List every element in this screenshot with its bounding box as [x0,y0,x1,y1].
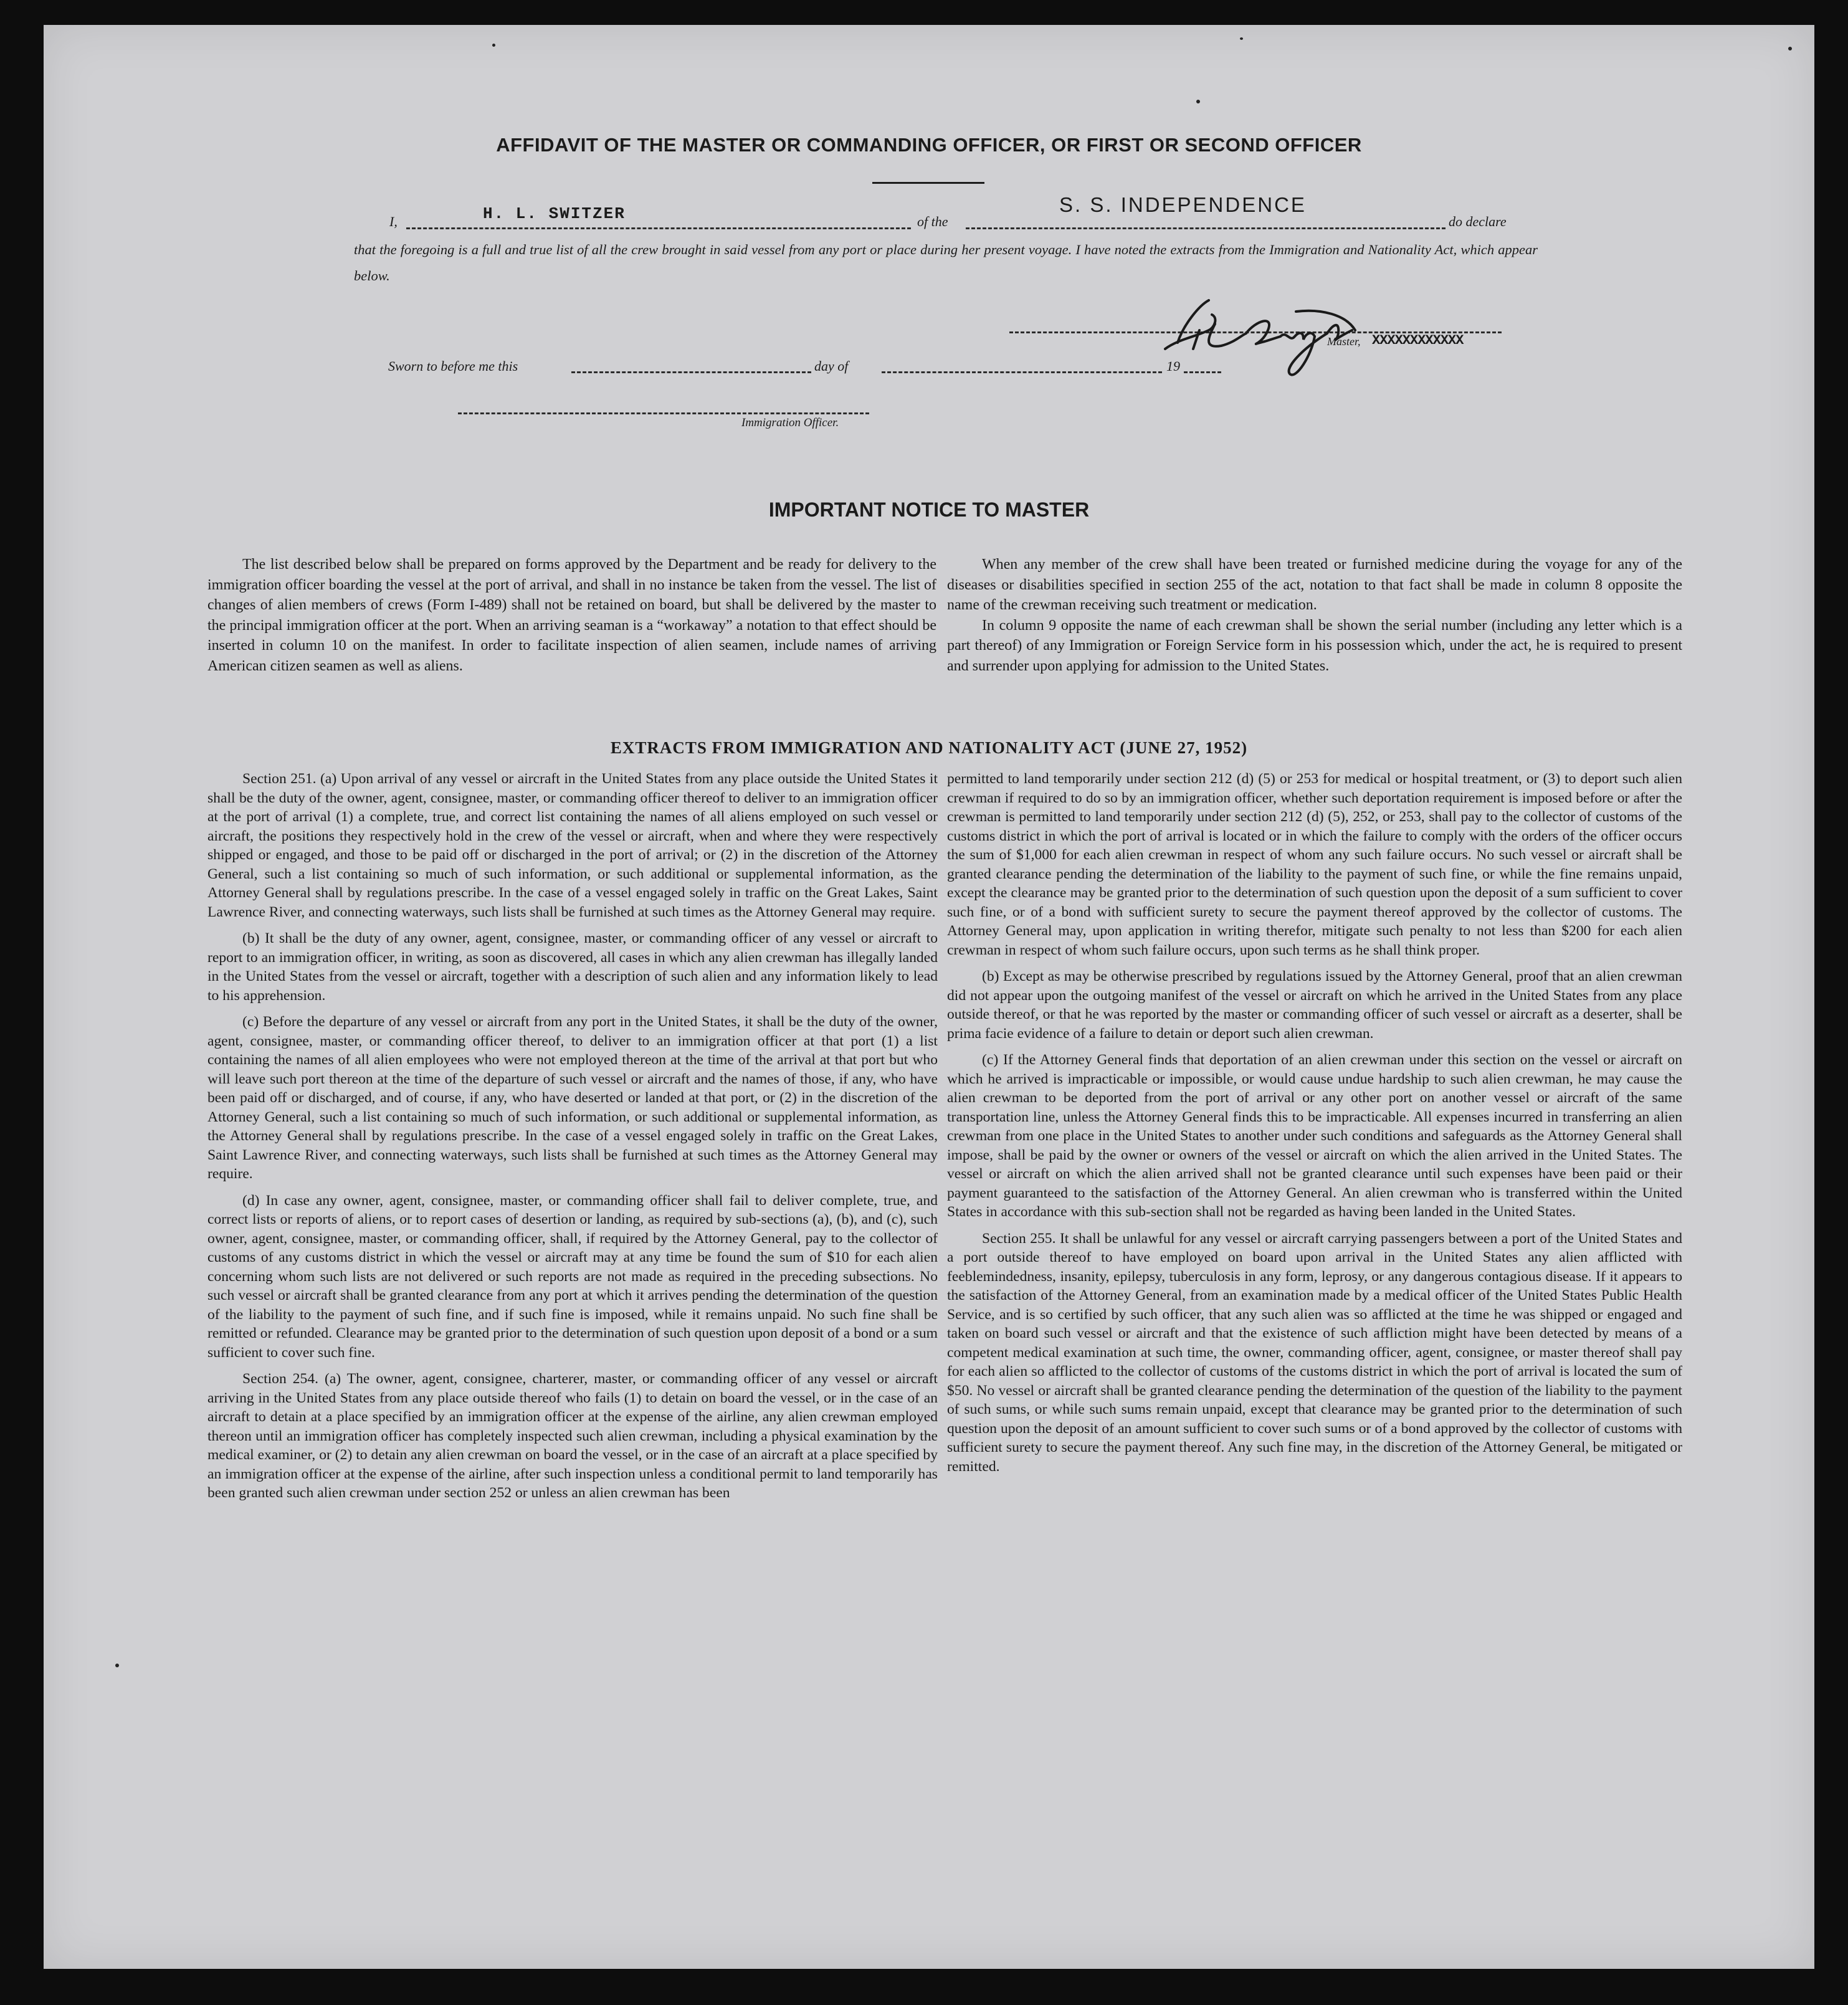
section-254-a-continued: permitted to land temporarily under section 212 (d) (5) or 253 for medical or hospital treatment, or (3) to deport such alien crewman if required to do so by an immigration officer, whether such deportation requirement is imposed before or after the crewman is permitted to land temporarily under section 212 (d) (5), 252, or 253, shall pay to the collector of customs of the customs district in which the port of arrival is located or in which the failure to comply with the orders of the officer occurs the sum of $1,000 for each alien crewman in respect of whom any such failure occurs. No such vessel or aircraft shall be granted clearance pending the determination of the liability to the payment of such fine, or while the fine remains unpaid, except the clearance may be granted prior to the determination of such question upon the deposit of a sum sufficient to cover such fine, or of a bond with sufficient surety to secure the payment thereof approved by the collector of customs. The Attorney General may, upon application in writing therefor, mitigate such penalty to not less than $200 for each alien crewman in respect of whom such failure occurs, upon such terms as he shall think proper. [947,771,1682,958]
master-name-field[interactable]: H. L. SWITZER [483,204,626,223]
notice-left-column [207,555,936,676]
sworn-day-line [571,371,811,373]
notice-right-column [947,555,1682,676]
scan-speck [492,44,495,47]
form-page [44,25,1814,1969]
section-251-c: (c) Before the departure of any vessel or aircraft from any port in the United States, it shall be the duty of the owner, agent, consignee, master, or commanding officer thereof, to deliver to an immigration officer at that port (1) a list containing the names of all alien employees who were not employed thereon at the time of the arrival at that port but who will leave such port thereon at the time of the departure of such vessel or aircraft and the names of those, if any, who have been paid off or discharged, and of course, if any, who have deserted or landed at that port, or (2) in the discretion of the Attorney General, such a list containing so much of such information, or such additional or supplemental information, as the Attorney General shall by regulations prescribe. In the case of a vessel engaged solely in traffic on the Great Lakes, Saint Lawrence River, and connecting waterways, such lists shall be furnished at such times as the Attorney General may require. [207,1014,938,1182]
day-of-label: day of [814,358,849,374]
section-251-b: (b) It shall be the duty of any owner, agent, consignee, master, or commanding officer of any vessel or aircraft to report to an immigration officer, in writing, as soon as discovered, all cases in which any alien crewman has illegally landed in the United States from the vessel or aircraft, together with a description of such alien and any information likely to lead to his apprehension. [207,930,938,1004]
title-underline [872,182,984,184]
extracts-right-column [947,769,1682,1484]
do-declare-label: do declare [1449,214,1507,229]
section-251-a: Section 251. (a) Upon arrival of any vessel or aircraft in the United States from any place outside the United States it shall be the duty of the owner, agent, consignee, master, or commanding officer thereof to deliver to an immigration officer at the port of arrival (1) a complete, true, and correct list containing the names of all aliens employed on such vessel or aircraft, the positions they respectively hold in the crew of the vessel or aircraft, when and where they were respectively shipped or engaged, and those to be paid off or discharged in the port of arrival; or (2) in the discretion of the Attorney General, such a list containing so much of such information, or such additional or supplemental information, as the Attorney General shall by regulations prescribe. In the case of a vessel engaged solely in traffic on the Great Lakes, Saint Lawrence River, and connecting waterways, such lists shall be furnished at such times as the Attorney General may require. [207,771,938,920]
section-254-b: (b) Except as may be otherwise prescribed by regulations issued by the Attorney General, proof that an alien crewman did not appear upon the outgoing manifest of the vessel or aircraft on which he arrived in the United States from any place outside thereof, or that he was reported by the master or commanding officer of such vessel or aircraft as a deserter, shall be prima facie evidence of a failure to detain or deport such alien crewman. [947,968,1682,1042]
affidavit-title: AFFIDAVIT OF THE MASTER OR COMMANDING OFFICER, OR FIRST OR SECOND OFFICER [496,134,1362,156]
vessel-name-line [966,227,1446,229]
notice-right-paragraph-2: In column 9 opposite the name of each crewman shall be shown the serial number (including any letter which is a part thereof) of any Immigration or Foreign Service form in his possession which, under the act, he is required to present and surrender upon applying for admission to the United States. [947,617,1682,674]
section-251-d: (d) In case any owner, agent, consignee, master, or commanding officer shall fail to deliver complete, true, and correct lists or reports of aliens, or to report cases of desertion or landing, as required by sub-sections (a), (b), and (c), such owner, agent, consignee, master, or commanding officer, shall, if required by the Attorney General, pay to the collector of customs of any customs district in which the vessel or aircraft may at any time be found the sum of $10 for each alien concerning whom such lists are not delivered or such reports are not made as required in the preceding subsections. No such vessel or aircraft shall be granted clearance from any port at which it arrives pending the determination of the question of the liability to the payment of such fine, and if such fine is imposed, while it remains unpaid. No such fine shall be remitted or refunded. Clearance may be granted prior to the determination of such question upon deposit of a bond or a sum sufficient to cover such fine. [207,1192,938,1361]
year-label: 19 [1166,358,1180,374]
year-line [1184,371,1221,373]
notice-title: IMPORTANT NOTICE TO MASTER [768,498,1090,521]
sworn-label: Sworn to before me this [388,358,518,374]
section-254-a: Section 254. (a) The owner, agent, consignee, charterer, master, or commanding officer of any vessel or aircraft arriving in the United States from any place outside thereof who fails (1) to detain on board the vessel, or in the case of an aircraft to detain at a place specified by an immigration officer at the expense of the airline, any alien crewman employed thereon until an immigration officer has completely inspected such alien crewman, including a physical examination by the medical examiner, or (2) to detain any alien crewman on board the vessel, or in the case of an aircraft at a place specified by an immigration officer at the expense of the airline, after such inspection unless a conditional permit to land temporarily has been granted such alien crewman under section 252 or unless an alien crewman has been [207,1371,938,1501]
signature-caption: Master, [1327,335,1361,348]
notice-right-paragraph-1: When any member of the crew shall have been treated or furnished medicine during the voyage for any of the diseases or disabilities specified in section 255 of the act, notation to that fact shall be made in column 8 opposite the name of the crewman receiving such treatment or medication. [947,556,1682,613]
sworn-month-line [882,371,1162,373]
section-254-c: (c) If the Attorney General finds that deportation of an alien crewman under this section on the vessel or aircraft on which he arrived is impracticable or impossible, or would cause undue hardship to such alien crewman, he may cause the alien crewman to be deported from the port of arrival or any other port on another vessel or aircraft of the same transportation line, unless the Attorney General finds this to be impracticable. All expenses incurred in transferring an alien crewman from one place in the United States to another under such conditions and safeguards as the Attorney General shall impose, shall be paid by the owner or owners of the vessel or aircraft on which the alien arrived in the United States. The vessel or aircraft on which the alien arrived shall not be granted clearance until such expenses have been paid or their payment guaranteed to the satisfaction of the Attorney General. An alien crewman who is transferred within the United States in accordance with this sub-section shall not be regarded as having been landed in the United States. [947,1052,1682,1220]
officer-signature-line [458,412,869,414]
section-255: Section 255. It shall be unlawful for any vessel or aircraft carrying passengers between a port of the United States and a port outside thereof to have employed on board upon arrival in the United States any alien afflicted with feeblemindedness, insanity, epilepsy, tuberculosis in any form, leprosy, or any dangerous contagious disease. If it appears to the satisfaction of the Attorney General, from an examination made by a medical officer of the United States Public Health Service, and is so certified by such officer, that any such alien was so afflicted at the time he was shipped or engaged and taken on board such vessel or aircraft and that the existence of such affliction might have been detected by means of a competent medical examination at such time, the owner, commanding officer, agent, consignee, or master thereof shall pay for each alien so afflicted to the collector of customs of the customs district in which the port of arrival is located the sum of $50. No vessel or aircraft shall be granted clearance pending the determination of the question of the liability to the payment of such sums, or while such sums remain unpaid, except that clearance may be granted prior to the determination of such question upon the deposit of an amount sufficient to cover such sums or of a bond approved by the collector of customs with sufficient surety to secure the payment thereof. Any such fine may, in the discretion of the Attorney General, be mitigated or remitted. [947,1230,1682,1475]
notice-left-paragraph: The list described below shall be prepared on forms approved by the Department and be ready for delivery to the immigration officer boarding the vessel at the port of arrival, and shall in no instance be taken from the vessel. The list of changes of alien members of crews (Form I-489) shall not be retained on board, but shall be delivered by the master to the principal immigration officer at the port. When an arriving seaman is a “workaway” a notation to that effect should be inserted in column 10 on the manifest. In order to facilitate inspection of alien seamen, include names of arriving American citizen seamen as well as aliens. [207,556,936,674]
officer-caption: Immigration Officer. [741,416,839,429]
scan-speck [1788,47,1792,50]
scan-speck [1240,37,1243,40]
declaration-text: that the foregoing is a full and true list of all the crew brought in said vessel from any port or place during her present voyage. I have noted the extracts from the Immigration and Nationality Act, which appear below. [354,242,1538,283]
of-the-label: of the [917,214,948,229]
extracts-left-column [207,769,938,1510]
master-name-line [406,227,911,229]
scan-speck [115,1664,119,1667]
struck-title: XXXXXXXXXXXX [1372,333,1464,348]
vessel-name-field[interactable]: S. S. INDEPENDENCE [1059,193,1307,216]
scan-speck [1196,100,1200,103]
extracts-title: EXTRACTS FROM IMMIGRATION AND NATIONALITY ACT (JUNE 27, 1952) [610,738,1248,757]
i-label: I, [389,214,398,229]
